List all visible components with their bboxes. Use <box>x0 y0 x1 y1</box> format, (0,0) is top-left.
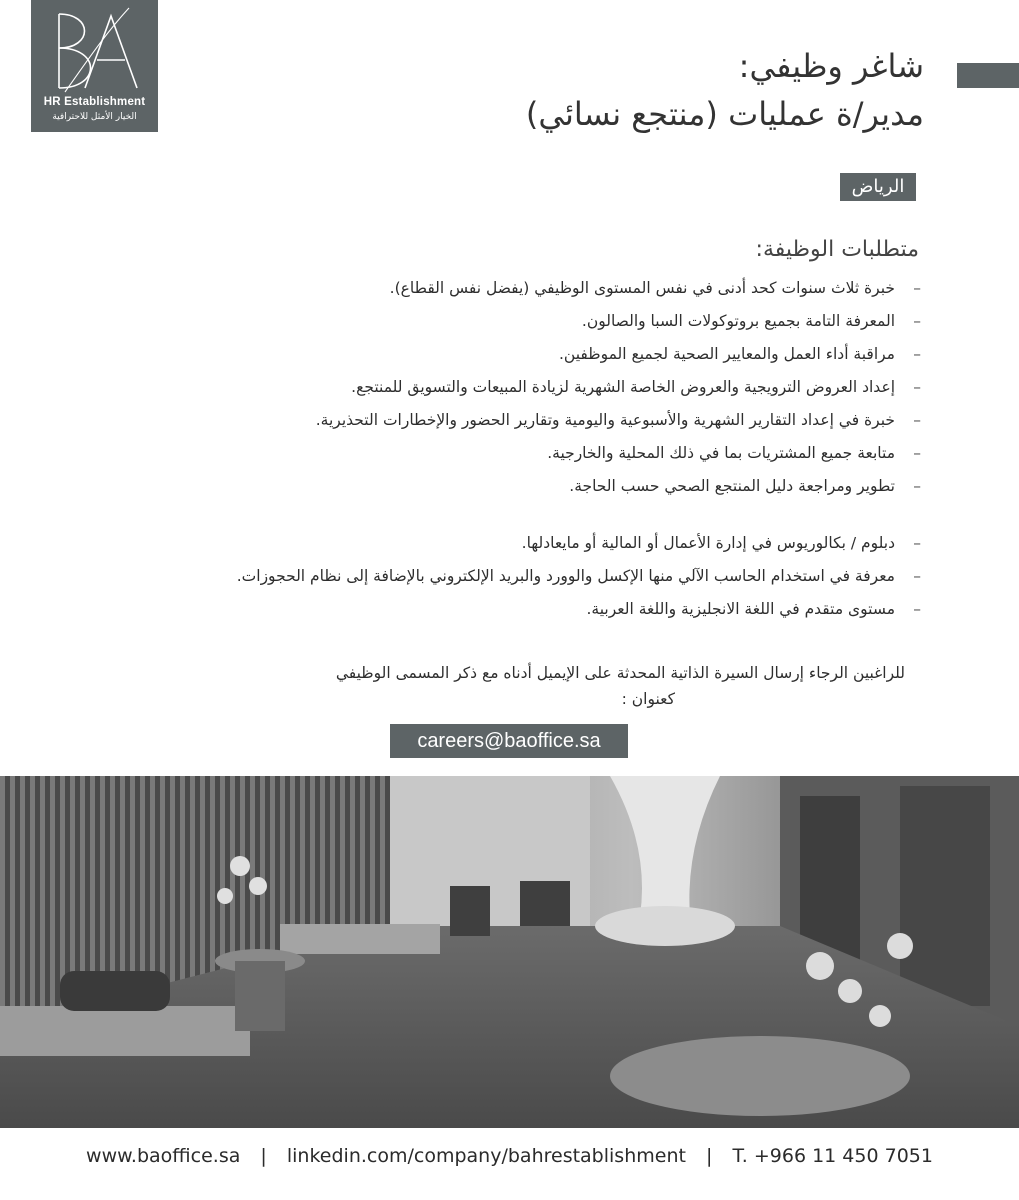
list-item: – مراقبة أداء العمل والمعايير الصحية لجميع الموظفين. <box>316 338 921 371</box>
requirements-heading: متطلبات الوظيفة: <box>755 237 919 262</box>
phone-number[interactable]: T. +966 11 450 7051 <box>732 1145 933 1167</box>
ba-monogram-icon <box>45 4 145 96</box>
instructions-line-1: للراغبين الرجاء إرسال السيرة الذاتية المحدثة على الإيميل أدناه مع ذكر المسمى الوظيفي <box>335 664 905 682</box>
logo-tagline-ar: الخيار الأمثل للاحترافية <box>52 112 137 122</box>
company-logo <box>31 0 158 132</box>
header-accent-bar <box>957 63 1019 88</box>
list-item: – معرفة في استخدام الحاسب الآلي منها الإكسل والوورد والبريد الإلكتروني بالإضافة إلى نظام الحجوزات. <box>237 560 921 593</box>
footer-contacts <box>0 1145 1019 1167</box>
instructions-line-2: كعنوان : <box>621 690 675 708</box>
job-position: مدير/ة عمليات (منتجع نسائي) <box>525 95 924 133</box>
list-item: – دبلوم / بكالوريوس في إدارة الأعمال أو المالية أو مايعادلها. <box>237 527 921 560</box>
email-link[interactable]: careers@baoffice.sa <box>390 724 628 758</box>
list-item: – خبرة في إعداد التقارير الشهرية والأسبوعية واليومية وتقارير الحضور والإخطارات التحذيرية. <box>316 404 921 437</box>
list-item: – إعداد العروض الترويجية والعروض الخاصة الشهرية لزيادة المبيعات والتسويق للمنتجع. <box>316 371 921 404</box>
footer-separator: | <box>705 1145 713 1167</box>
logo-name-en: HR Establishment <box>43 96 146 108</box>
list-item: – خبرة ثلاث سنوات كحد أدنى في نفس المستوى الوظيفي (يفضل نفس القطاع). <box>316 272 921 305</box>
list-item: – تطوير ومراجعة دليل المنتجع الصحي حسب الحاجة. <box>316 470 921 503</box>
website-link[interactable]: www.baoffice.sa <box>86 1145 241 1167</box>
job-title-block <box>526 42 924 138</box>
list-item: – مستوى متقدم في اللغة الانجليزية واللغة العربية. <box>237 593 921 626</box>
list-item: – المعرفة التامة بجميع بروتوكولات السبا والصالون. <box>316 305 921 338</box>
application-instructions <box>125 660 905 712</box>
qualifications-list <box>237 527 921 626</box>
spa-interior-image <box>0 776 1019 1128</box>
vacancy-label: شاغر وظيفي: <box>738 47 924 85</box>
footer-separator: | <box>260 1145 267 1167</box>
list-item: – متابعة جميع المشتريات بما في ذلك المحلية والخارجية. <box>316 437 921 470</box>
duties-list <box>316 272 921 503</box>
location-badge: الرياض <box>840 173 916 201</box>
spa-interior-photo <box>0 776 1019 1128</box>
linkedin-link[interactable]: linkedin.com/company/bahrestablishment <box>286 1145 686 1167</box>
